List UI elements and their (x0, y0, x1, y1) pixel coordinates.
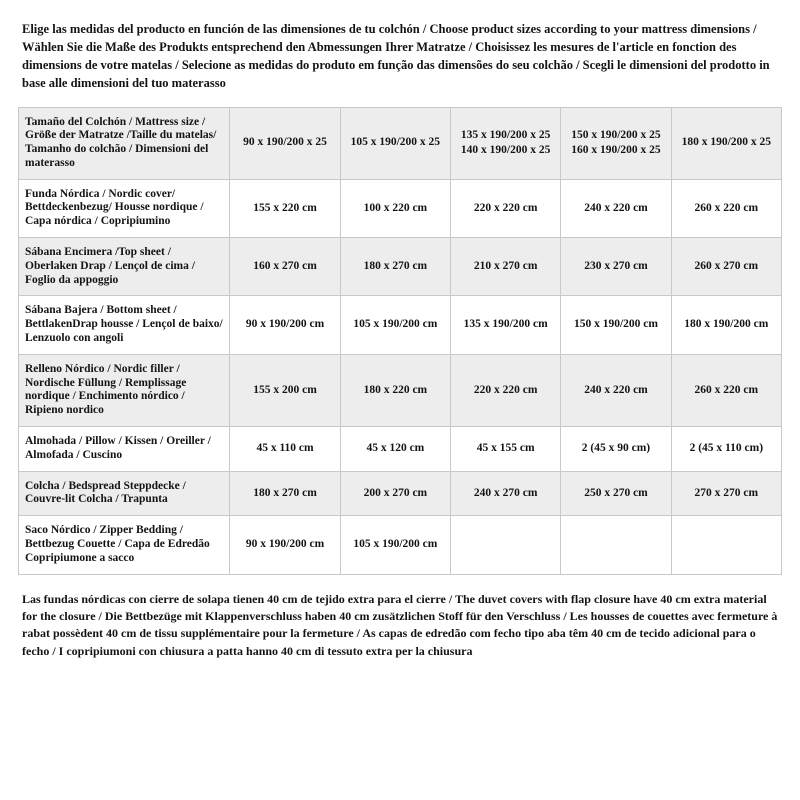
table-cell: 2 (45 x 110 cm) (671, 427, 781, 472)
table-row-bottom-sheet (19, 296, 782, 354)
table-cell: 270 x 270 cm (671, 471, 781, 516)
table-row-nordic-cover (19, 179, 782, 237)
table-cell: 180 x 190/200 cm (671, 296, 781, 354)
table-cell: 240 x 220 cm (561, 354, 671, 426)
table-cell: 230 x 270 cm (561, 238, 671, 296)
table-cell: 135 x 190/200 x 25 140 x 190/200 x 25 (451, 107, 561, 179)
row-header: Funda Nórdica / Nordic cover/ Bettdeckenbezug/ Housse nordique / Capa nórdica / Copripiumino (19, 179, 230, 237)
table-cell: 220 x 220 cm (451, 179, 561, 237)
table-cell: 155 x 200 cm (230, 354, 340, 426)
table-cell: 90 x 190/200 x 25 (230, 107, 340, 179)
table-cell: 260 x 220 cm (671, 179, 781, 237)
table-cell: 45 x 120 cm (340, 427, 450, 472)
table-cell: 90 x 190/200 cm (230, 296, 340, 354)
table-cell: 240 x 220 cm (561, 179, 671, 237)
table-cell: 100 x 220 cm (340, 179, 450, 237)
table-cell: 155 x 220 cm (230, 179, 340, 237)
table-cell: 260 x 220 cm (671, 354, 781, 426)
row-header: Sábana Bajera / Bottom sheet / BettlakenDrap housse / Lençol de baixo/ Lenzuolo con angoli (19, 296, 230, 354)
table-cell (451, 516, 561, 574)
table-row-top-sheet (19, 238, 782, 296)
table-cell (671, 516, 781, 574)
table-row-mattress-size (19, 107, 782, 179)
table-cell: 200 x 270 cm (340, 471, 450, 516)
table-row-pillow (19, 427, 782, 472)
table-cell: 240 x 270 cm (451, 471, 561, 516)
table-cell: 180 x 220 cm (340, 354, 450, 426)
table-cell: 220 x 220 cm (451, 354, 561, 426)
table-cell: 180 x 270 cm (230, 471, 340, 516)
row-header: Tamaño del Colchón / Mattress size / Größe der Matratze /Taille du matelas/ Tamanho do colchão / Dimensioni del materasso (19, 107, 230, 179)
table-cell: 180 x 190/200 x 25 (671, 107, 781, 179)
table-cell: 105 x 190/200 cm (340, 516, 450, 574)
table-cell: 150 x 190/200 x 25 160 x 190/200 x 25 (561, 107, 671, 179)
row-header: Almohada / Pillow / Kissen / Oreiller / Almofada / Cuscino (19, 427, 230, 472)
table-cell: 45 x 155 cm (451, 427, 561, 472)
table-cell: 260 x 270 cm (671, 238, 781, 296)
table-cell: 45 x 110 cm (230, 427, 340, 472)
table-cell: 180 x 270 cm (340, 238, 450, 296)
row-header: Colcha / Bedspread Steppdecke / Couvre-lit Colcha / Trapunta (19, 471, 230, 516)
table-cell: 160 x 270 cm (230, 238, 340, 296)
table-cell: 250 x 270 cm (561, 471, 671, 516)
table-row-bedspread (19, 471, 782, 516)
row-header: Sábana Encimera /Top sheet / Oberlaken Drap / Lençol de cima / Foglio da appoggio (19, 238, 230, 296)
table-cell: 105 x 190/200 x 25 (340, 107, 450, 179)
size-table (18, 107, 782, 575)
table-cell: 135 x 190/200 cm (451, 296, 561, 354)
table-row-nordic-filler (19, 354, 782, 426)
footnote-text: Las fundas nórdicas con cierre de solapa tienen 40 cm de tejido extra para el cierre / The duvet covers with flap closure have 40 cm extra material for the closure / Die Bettbezüge mit Klappenverschluss haben 40 cm zusätzlichen Stoff für den Verschluss / Les housses de couettes avec fermeture à rabat possèdent 40 cm de tissu supplémentaire pour la fermeture / As capas de edredão com fecho tipo aba têm 40 cm de tecido adicional para o fecho / I copripiumoni con chiusura a patta hanno 40 cm di tessuto extra per la chiusura (22, 591, 778, 658)
table-cell: 90 x 190/200 cm (230, 516, 340, 574)
table-cell: 150 x 190/200 cm (561, 296, 671, 354)
row-header: Relleno Nórdico / Nordic filler / Nordische Füllung / Remplissage nordique / Enchimento nórdico / Ripieno nordico (19, 354, 230, 426)
intro-text: Elige las medidas del producto en función de las dimensiones de tu colchón / Choose product sizes according to your mattress dimensions / Wählen Sie die Maße des Produkts entsprechend den Abmessungen Ihrer Matratze / Choisissez les mesures de l'article en fonction des dimensions de votre matelas / Selecione as medidas do produto em função das dimensões do seu colchão / Scegli le dimensioni del prodotto in base alle dimensioni del tuo materasso (22, 22, 770, 91)
table-cell: 105 x 190/200 cm (340, 296, 450, 354)
table-cell: 2 (45 x 90 cm) (561, 427, 671, 472)
table-row-zipper-bedding (19, 516, 782, 574)
table-cell (561, 516, 671, 574)
row-header: Saco Nórdico / Zipper Bedding / Bettbezug Couette / Capa de Edredão Copripiumone a sacco (19, 516, 230, 574)
table-cell: 210 x 270 cm (451, 238, 561, 296)
